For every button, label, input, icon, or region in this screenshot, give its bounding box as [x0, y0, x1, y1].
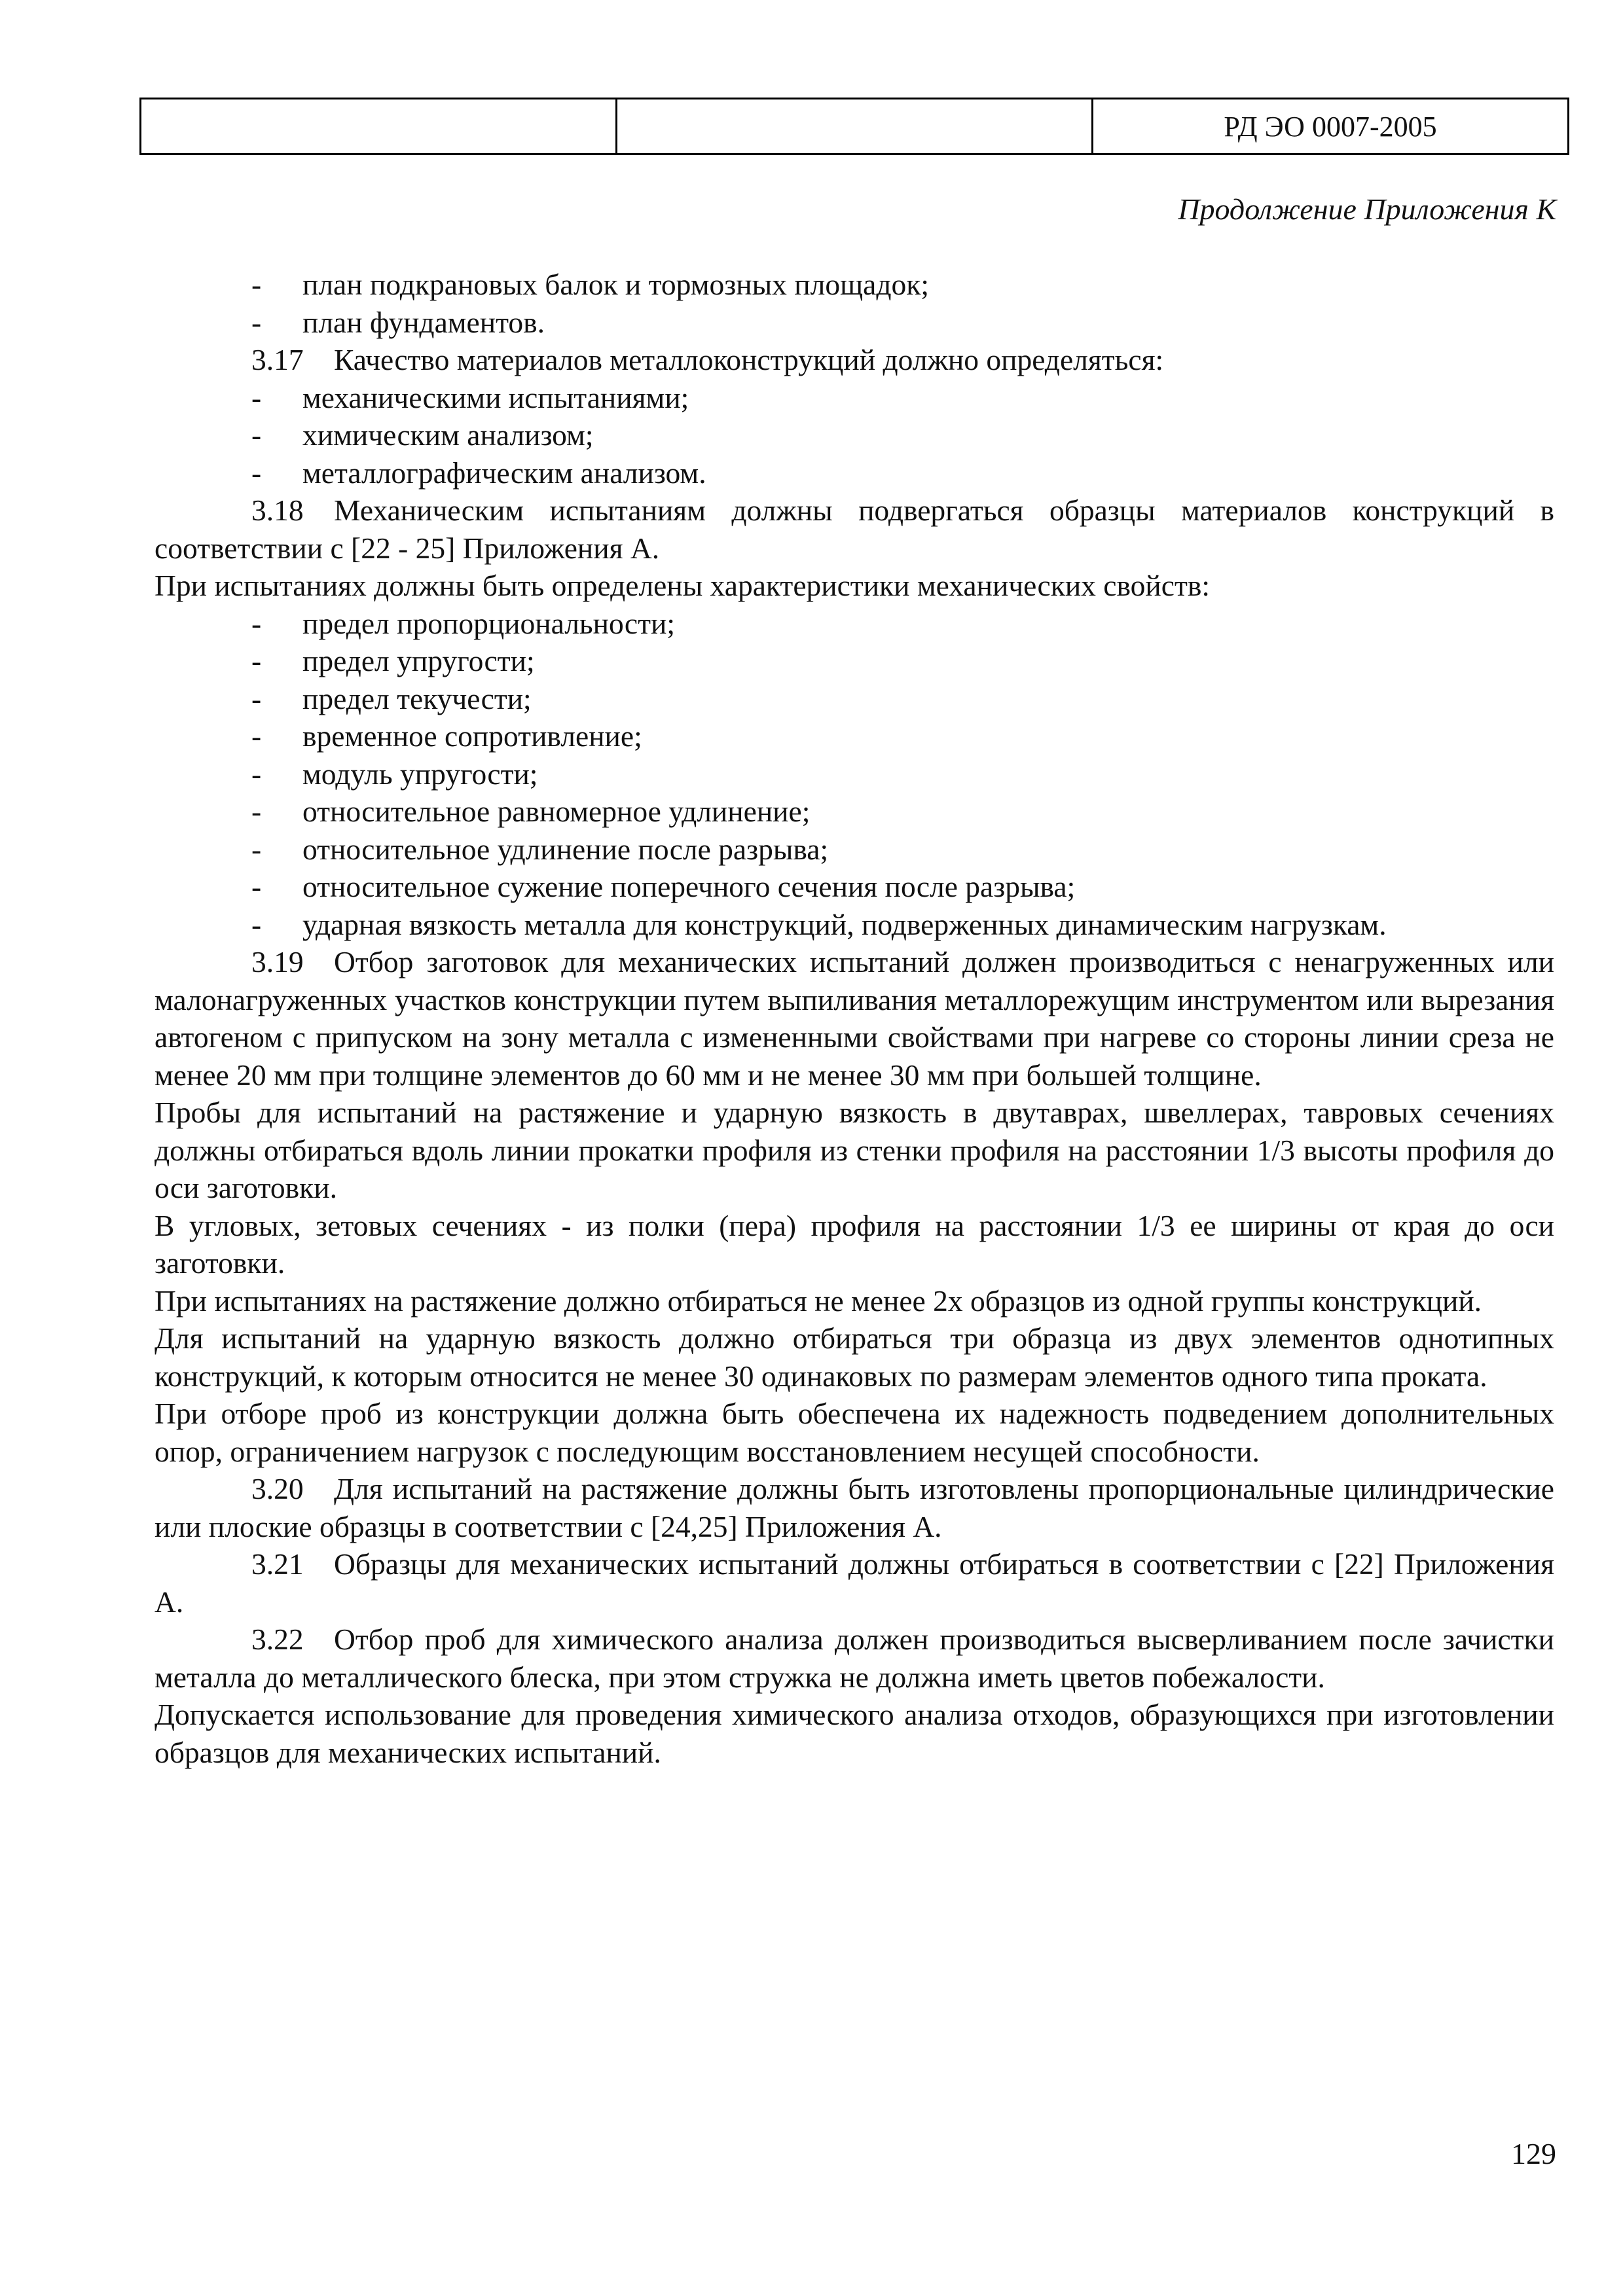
document-header-table	[139, 98, 1569, 155]
list-item-text: предел текучести;	[302, 681, 532, 715]
paragraph-text: Механическим испытаниям должны подвергаться образцы материалов конструкций в соответствии с [22 - 25] Приложения А.	[155, 493, 1554, 565]
list-dash: -	[251, 795, 262, 828]
list-item	[155, 416, 1554, 454]
paragraph: Пробы для испытаний на растяжение и ударную вязкость в двутаврах, швеллерах, тавровых сечениях должны отбираться вдоль линии прокатки профиля из стенки профиля на расстоянии 1/3 высоты профиля до оси заготовки.	[155, 1096, 1554, 1204]
paragraph-3-20	[155, 1470, 1554, 1545]
list-item	[155, 454, 1554, 492]
list-dash: -	[251, 681, 262, 715]
paragraph-text: Образцы для механических испытаний должны отбираться в соответствии с [22] Приложения А.	[155, 1547, 1554, 1619]
list-item	[155, 379, 1554, 417]
list-dash: -	[251, 719, 262, 753]
document-code: РД ЭО 0007-2005	[1093, 99, 1569, 154]
clause-number: 3.19	[251, 945, 304, 978]
paragraph-3-17	[155, 341, 1554, 379]
list-item-text: план фундаментов.	[302, 305, 545, 339]
list-item-text: предел пропорциональности;	[302, 606, 675, 640]
paragraph-text: Для испытаний на растяжение должны быть изготовлены пропорциональные цилиндрические или плоские образцы в соответствии с [24,25] Приложения А.	[155, 1472, 1554, 1543]
list-dash: -	[251, 606, 262, 640]
header-cell-empty-2	[617, 99, 1093, 154]
paragraph-text: Отбор заготовок для механических испытаний должен производиться с ненагруженных или малонагруженных участков конструкции путем выпиливания металлорежущим инструментом или вырезания автогеном с припуском на зону металла с измененными свойствами при нагреве со стороны линии среза не менее 20 мм при толщине элементов до 60 мм и не менее 30 мм при большей толщине.	[155, 945, 1554, 1092]
paragraph: При отборе проб из конструкции должна быть обеспечена их надежность подведением дополнительных опор, ограничением нагрузок с последующим восстановлением несущей способности.	[155, 1397, 1554, 1468]
paragraph-3-19	[155, 943, 1554, 1094]
list-dash: -	[251, 832, 262, 866]
list-item-text: временное сопротивление;	[302, 719, 642, 753]
paragraph-3-18	[155, 492, 1554, 567]
list-item	[155, 266, 1554, 304]
list-item-text: химическим анализом;	[302, 418, 594, 452]
paragraph: При испытаниях на растяжение должно отбираться не менее 2х образцов из одной группы конструкций.	[155, 1283, 1482, 1318]
clause-number: 3.22	[251, 1623, 304, 1656]
list-item	[155, 831, 1554, 869]
list-item-text: механическими испытаниями;	[302, 380, 689, 414]
appendix-continuation-label: Продолжение Приложения К	[1178, 192, 1556, 226]
paragraph: В угловых, зетовых сечениях - из полки (пера) профиля на расстоянии 1/3 ее ширины от края до оси заготовки.	[155, 1208, 1554, 1280]
paragraph: Для испытаний на ударную вязкость должно отбираться три образца из двух элементов однотипных конструкций, к которым относится не менее 30 одинаковых по размерам элементов одного типа проката.	[155, 1321, 1554, 1393]
list-item-text: план подкрановых балок и тормозных площадок;	[302, 268, 929, 301]
list-item-text: ударная вязкость металла для конструкций, подверженных динамическим нагрузкам.	[302, 907, 1387, 941]
list-dash: -	[251, 907, 262, 941]
paragraph-3-21	[155, 1545, 1554, 1621]
list-dash: -	[251, 418, 262, 452]
list-dash: -	[251, 305, 262, 339]
paragraph-3-22	[155, 1621, 1554, 1696]
list-dash: -	[251, 644, 262, 677]
list-item-text: модуль упругости;	[302, 757, 538, 791]
page-number: 129	[1511, 2137, 1556, 2170]
list-item-text: предел упругости;	[302, 644, 535, 677]
list-item	[155, 868, 1554, 906]
list-dash: -	[251, 380, 262, 414]
list-item	[155, 906, 1554, 944]
list-dash: -	[251, 268, 262, 301]
list-item	[155, 304, 1554, 342]
list-item-text: относительное удлинение после разрыва;	[302, 832, 829, 866]
list-item	[155, 717, 1554, 755]
list-dash: -	[251, 870, 262, 903]
list-dash: -	[251, 456, 262, 490]
clause-number: 3.20	[251, 1472, 304, 1505]
list-item-text: относительное сужение поперечного сечения после разрыва;	[302, 870, 1076, 903]
document-body	[155, 266, 1554, 1771]
paragraph-text: Качество материалов металлоконструкций должно определяться:	[334, 343, 1164, 376]
list-item	[155, 642, 1554, 680]
paragraph: При испытаниях должны быть определены характеристики механических свойств:	[155, 569, 1210, 602]
list-item	[155, 605, 1554, 643]
list-item	[155, 793, 1554, 831]
clause-number: 3.17	[251, 343, 304, 376]
list-item-text: металлографическим анализом.	[302, 456, 706, 490]
clause-number: 3.21	[251, 1547, 304, 1581]
paragraph-text: Отбор проб для химического анализа должен производиться высверливанием после зачистки металла до металлического блеска, при этом стружка не должна иметь цветов побежалости.	[155, 1623, 1554, 1694]
list-dash: -	[251, 757, 262, 791]
header-cell-empty-1	[141, 99, 617, 154]
list-item	[155, 755, 1554, 793]
paragraph: Допускается использование для проведения химического анализа отходов, образующихся при изготовлении образцов для механических испытаний.	[155, 1698, 1554, 1769]
list-item-text: относительное равномерное удлинение;	[302, 795, 811, 828]
list-item	[155, 680, 1554, 718]
clause-number: 3.18	[251, 493, 304, 527]
